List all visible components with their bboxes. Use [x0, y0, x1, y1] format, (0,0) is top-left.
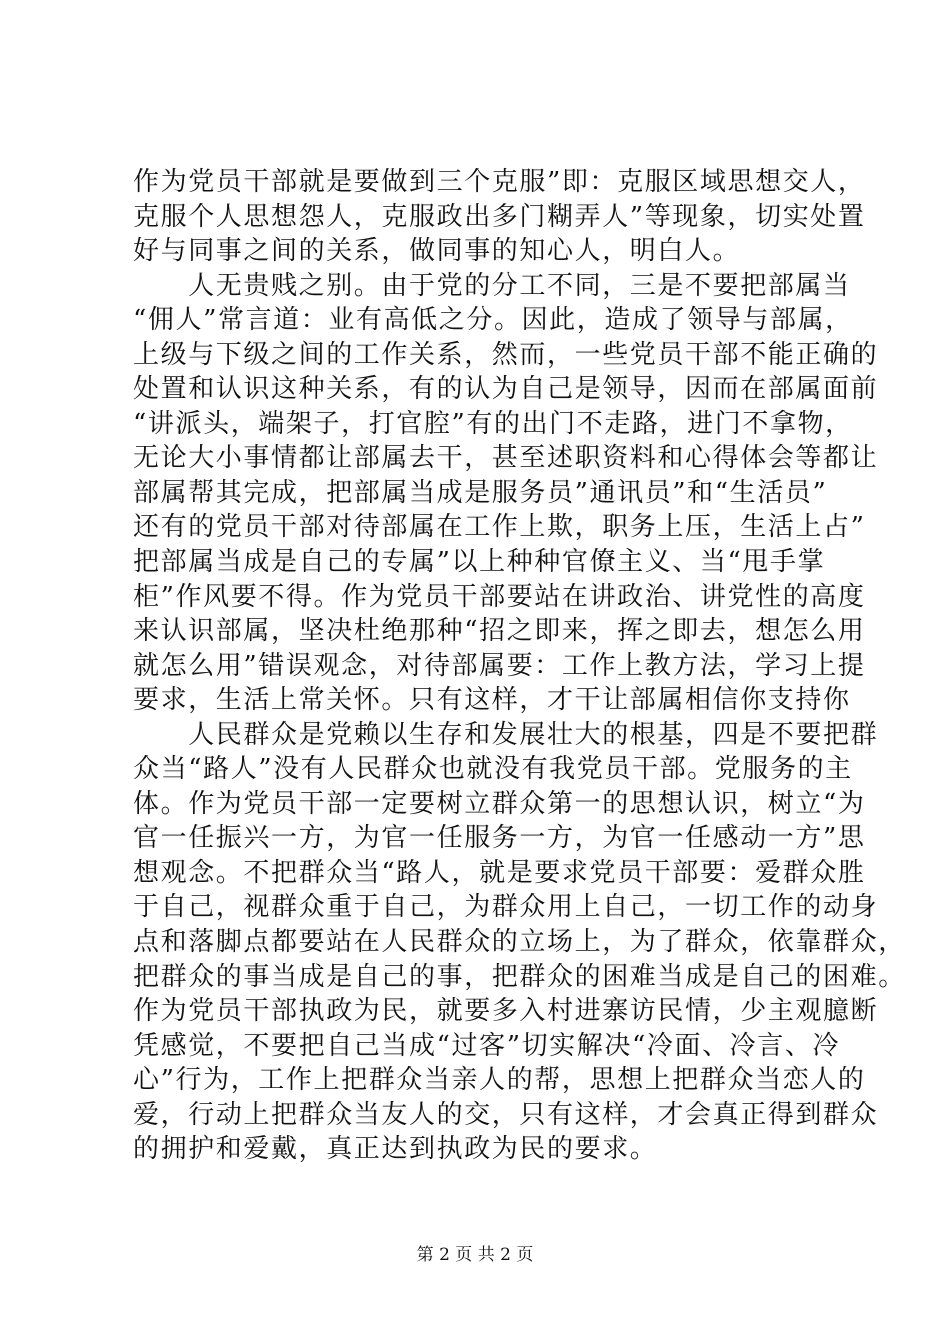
text-line: 体。作为党员干部一定要树立群众第一的思想认识，树立“为: [133, 788, 866, 819]
text-line: 心”行为，工作上把群众当亲人的帮，思想上把群众当恋人的: [133, 1065, 866, 1096]
text-line: 作为党员干部就是要做到三个克服”即：克服区域思想交人，: [133, 167, 866, 197]
text-line: 人民群众是党赖以生存和发展壮大的根基，四是不要把群: [133, 719, 879, 750]
text-line: 上级与下级之间的工作关系，然而，一些党员干部不能正确的: [133, 339, 879, 370]
text-line: 处置和认识这种关系，有的认为自己是领导，因而在部属面前: [133, 374, 879, 405]
text-line: 克服个人思想怨人，克服政出多门糊弄人”等现象，切实处置: [133, 201, 866, 232]
text-line: 好与同事之间的关系，做同事的知心人，明白人。: [133, 236, 741, 267]
text-line: 的拥护和爱戴，真正达到执政为民的要求。: [133, 1134, 658, 1165]
text-line: 把群众的事当成是自己的事，把群众的困难当成是自己的困难。: [133, 961, 906, 992]
text-line: 官一任振兴一方，为官一任服务一方，为官一任感动一方”思: [133, 823, 866, 854]
page-number-footer: 第 2 页 共 2 页: [416, 1245, 534, 1265]
text-line: 把部属当成是自己的专属”以上种种官僚主义、当“甩手掌: [133, 547, 826, 578]
text-line: 众当“路人”没有人民群众也就没有我党员干部。党服务的主: [133, 754, 853, 785]
text-line: 凭感觉，不要把自己当成“过客”切实解决“冷面、冷言、冷: [133, 1030, 841, 1061]
text-line: 无论大小事情都让部属去干，甚至述职资料和心得体会等都让: [133, 443, 879, 474]
text-line: 于自己，视群众重于自己，为群众用上自己，一切工作的动身: [133, 892, 879, 923]
text-line: 爱，行动上把群众当友人的交，只有这样，才会真正得到群众: [133, 1099, 879, 1130]
text-line: 人无贵贱之别。由于党的分工不同，三是不要把部属当: [133, 270, 851, 301]
text-line: 就怎么用”错误观念，对待部属要：工作上教方法，学习上提: [133, 650, 866, 681]
text-line: 作为党员干部执政为民，就要多入村进寨访民情，少主观臆断: [133, 996, 879, 1027]
text-line: 想观念。不把群众当“路人，就是要求党员干部要：爱群众胜: [133, 857, 866, 888]
text-line: 还有的党员干部对待部属在工作上欺，职务上压，生活上占”: [133, 512, 866, 543]
text-line: “讲派头，端架子，打官腔”有的出门不走路，进门不拿物，: [133, 408, 853, 439]
text-line: 点和落脚点都要站在人民群众的立场上，为了群众，依靠群众，: [133, 927, 906, 958]
text-line: 部属帮其完成，把部属当成是服务员”通讯员”和“生活员”: [133, 477, 828, 508]
text-line: 来认识部属，坚决杜绝那种“招之即来，挥之即去，想怎么用: [133, 616, 866, 647]
text-line: 柜”作风要不得。作为党员干部要站在讲政治、讲党性的高度: [133, 581, 866, 612]
text-line: “佣人”常言道：业有高低之分。因此，造成了领导与部属，: [133, 305, 853, 336]
document-body: [133, 165, 906, 1167]
text-line: 要求，生活上常关怀。只有这样，才干让部属相信你支持你: [133, 685, 851, 716]
